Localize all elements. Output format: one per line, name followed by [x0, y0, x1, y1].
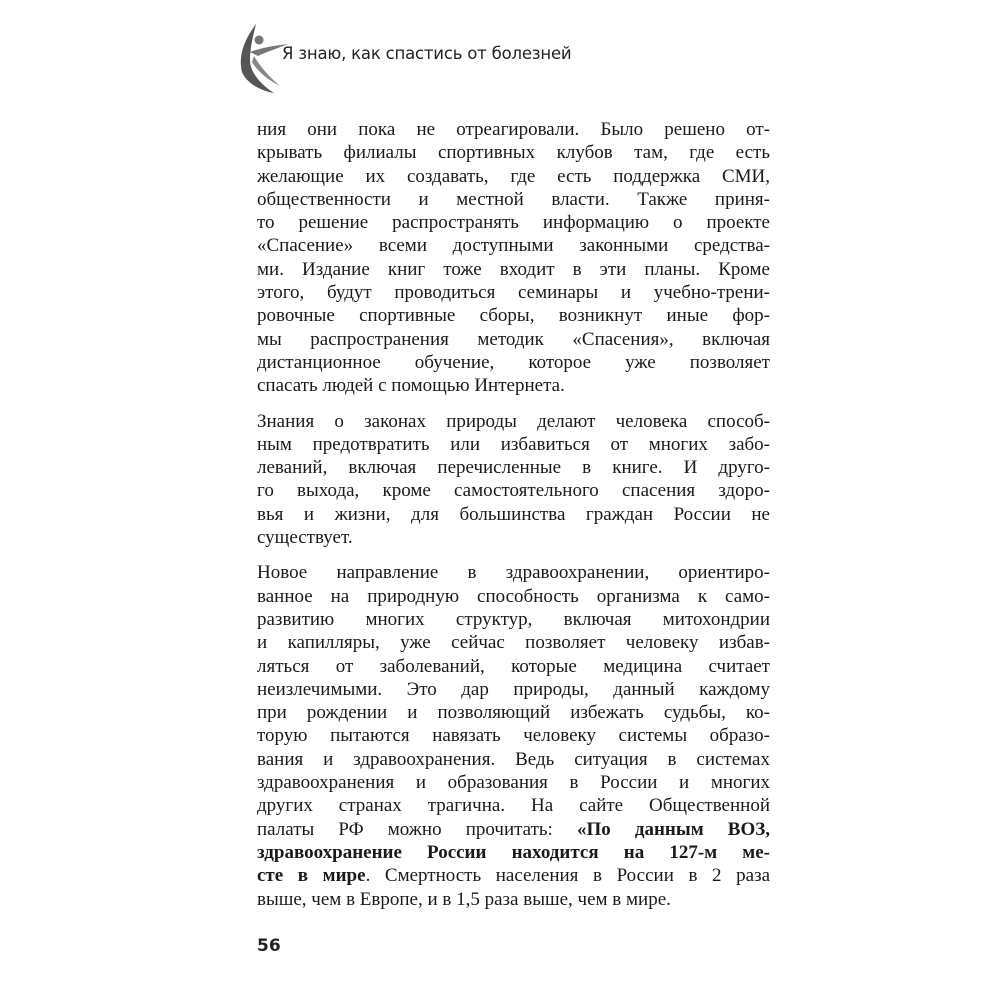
- paragraph: [257, 561, 770, 910]
- running-title: Я знаю, как спастись от болезней: [282, 44, 572, 63]
- page-number: 56: [257, 936, 281, 956]
- text-line: вья и жизни, для большинства граждан России не: [257, 503, 770, 525]
- text-line: мы распространения методик «Спасения», включая: [257, 328, 770, 350]
- text-line: [257, 841, 770, 864]
- text-line: общественности и местной власти. Также приня-: [257, 188, 770, 210]
- text-line: ми. Издание книг тоже входит в эти планы. Кроме: [257, 258, 770, 280]
- paragraph: [257, 410, 770, 550]
- text-segment: палаты РФ можно прочитать:: [257, 818, 577, 840]
- text-line: спасать людей с помощью Интернета.: [257, 375, 565, 397]
- text-line: «Спасение» всеми доступными законными средства-: [257, 235, 770, 257]
- text-line: крывать филиалы спортивных клубов там, где есть: [257, 142, 770, 164]
- text-line: леваний, включая перечисленные в книге. И друго-: [257, 457, 770, 479]
- bold-text: «По данным ВОЗ,: [576, 818, 770, 840]
- text-line: то решение распространять информацию о проекте: [257, 212, 770, 234]
- text-segment: . Смертность населения в России в 2 раза: [365, 865, 770, 887]
- text-line: Знания о законах природы делают человека способ-: [257, 410, 770, 432]
- paragraph: [257, 118, 770, 398]
- text-line: при рождении и позволяющий избежать судьбы, ко-: [257, 702, 770, 724]
- text-line: го выхода, кроме самостоятельного спасения здоро-: [257, 480, 770, 502]
- text-line: и капилляры, уже сейчас позволяет человеку избав-: [257, 632, 770, 654]
- text-line: желающие их создавать, где есть поддержка СМИ,: [257, 165, 770, 187]
- text-line: других странах трагична. На сайте Общественной: [257, 795, 770, 817]
- bold-text: сте в мире: [257, 865, 366, 887]
- text-line: ния они пока не отреагировали. Было решено от-: [257, 119, 770, 140]
- text-line: Новое направление в здравоохранении, ориентиро-: [257, 562, 770, 584]
- bold-text: здравоохранение России находится на 127-м ме-: [257, 841, 770, 863]
- text-line: [257, 818, 770, 841]
- text-line: развитию многих структур, включая митохондрии: [257, 608, 770, 630]
- text-line: здравоохранения и образования в России и многих: [257, 772, 770, 794]
- text-line: вания и здравоохранения. Ведь ситуация в системах: [257, 748, 770, 770]
- text-line: выше, чем в Европе, и в 1,5 раза выше, чем в мире.: [257, 888, 671, 910]
- text-line: ванное на природную способность организма к само-: [257, 585, 770, 607]
- text-line: неизлечимыми. Это дар природы, данный каждому: [257, 678, 770, 700]
- page-body: [257, 118, 770, 923]
- text-line: торую пытаются навязать человеку системы образо-: [257, 725, 770, 747]
- text-line: [257, 864, 770, 887]
- text-line: ляться от заболеваний, которые медицина считает: [257, 655, 770, 677]
- text-line: ровочные спортивные сборы, возникнут иные фор-: [257, 305, 770, 327]
- text-line: этого, будут проводиться семинары и учебно-трени-: [257, 282, 770, 304]
- text-line: дистанционное обучение, которое уже позволяет: [257, 351, 770, 373]
- text-line: существует.: [257, 527, 353, 549]
- text-line: ным предотвратить или избавиться от многих забо-: [257, 433, 770, 455]
